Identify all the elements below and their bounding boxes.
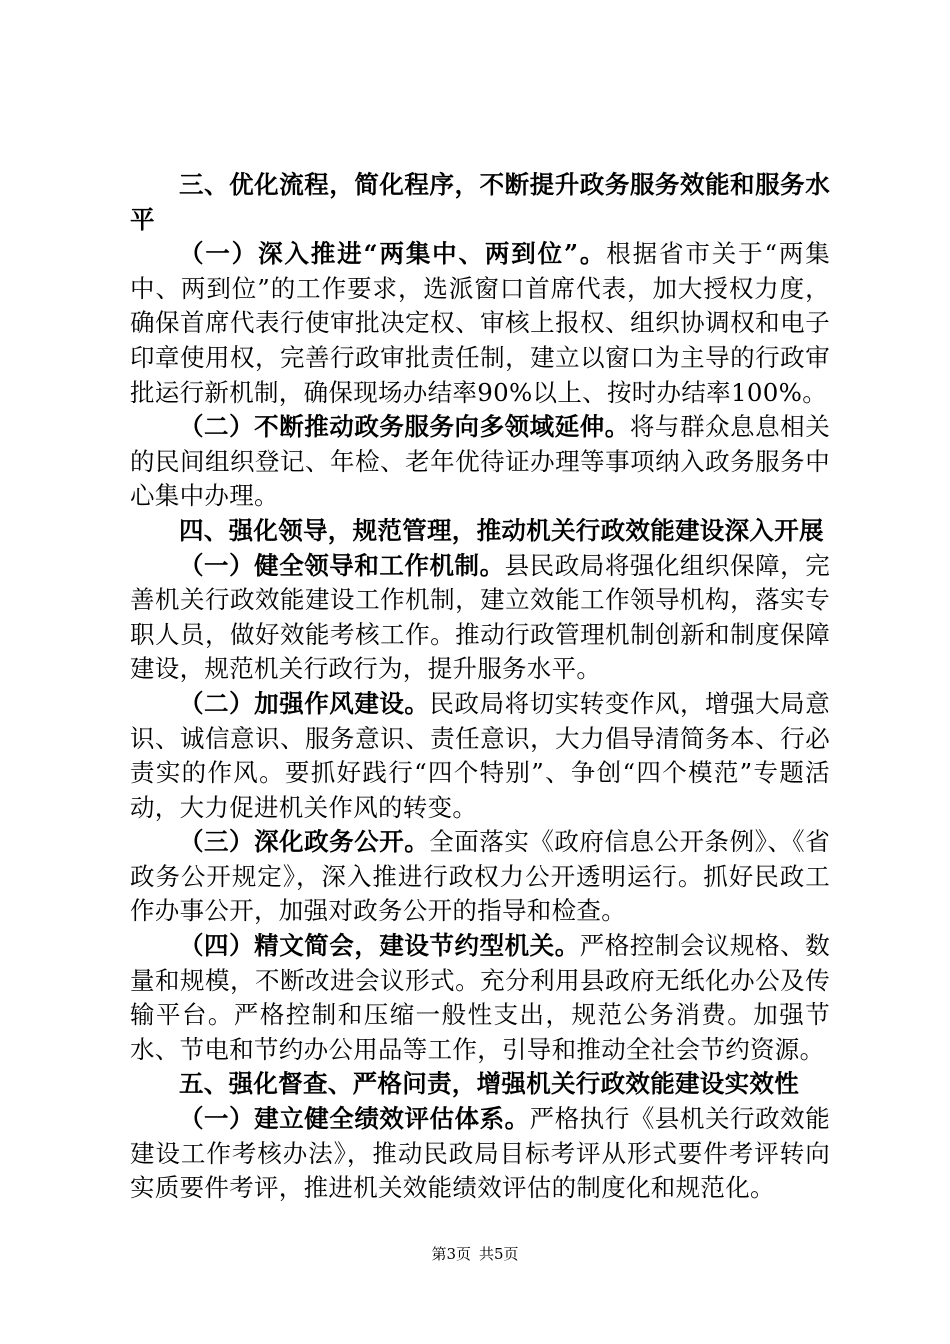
- page-footer: [0, 1243, 950, 1264]
- document-body: [130, 168, 830, 1206]
- paragraph: [130, 929, 830, 1067]
- paragraph-lead: （四）精文简会，建设节约型机关。: [179, 931, 580, 961]
- paragraph: [130, 1102, 830, 1206]
- paragraph-lead: （一）建立健全绩效评估体系。: [179, 1104, 530, 1134]
- paragraph: [130, 825, 830, 929]
- paragraph: [130, 549, 830, 687]
- paragraph-lead: （一）深入推进“两集中、两到位”。: [179, 239, 607, 269]
- page-total: 共5页: [479, 1245, 519, 1263]
- paragraph-text: 民政局将切实转变作风，增强大局意识、诚信意识、服务意识、责任意识，大力倡导清简务本、行必责实的作风。要抓好践行“四个特别”、争创“四个模范”专题活动，大力促进机关作风的转变。: [130, 688, 830, 822]
- paragraph-text: 严格控制会议规格、数量和规模，不断改进会议形式。充分利用县政府无纸化办公及传输平台。严格控制和压缩一般性支出，规范公务消费。加强节水、节电和节约办公用品等工作，引导和推动全社会节约资源。: [130, 931, 830, 1064]
- paragraph-lead: （一）健全领导和工作机制。: [179, 550, 505, 580]
- paragraph-text: 严格执行《县机关行政效能建设工作考核办法》，推动民政局目标考评从形式要件考评转向实质要件考评，推进机关效能绩效评估的制度化和规范化。: [130, 1104, 830, 1203]
- page-number: 第3页: [431, 1245, 471, 1263]
- section-heading: 四、强化领导，规范管理，推动机关行政效能建设深入开展: [179, 515, 824, 545]
- section-heading: 五、强化督查、严格问责，增强机关行政效能建设实效性: [179, 1069, 799, 1099]
- paragraph-text: 根据省市关于“两集中、两到位”的工作要求，选派窗口首席代表，加大授权力度，确保首席代表行使审批决定权、审核上报权、组织协调权和电子印章使用权，完善行政审批责任制，建立以窗口为主导的行政审批运行新机制，确保现场办结率90%以上、按时办结率100%。: [130, 239, 830, 407]
- paragraph-lead: （二）不断推动政务服务向多领域延伸。: [179, 412, 630, 442]
- paragraph: [130, 687, 830, 825]
- paragraph-text: 将与群众息息相关的民间组织登记、年检、老年优待证办理等事项纳入政务服务中心集中办理。: [130, 412, 830, 511]
- paragraph: [130, 237, 830, 410]
- paragraph-text: 全面落实《政府信息公开条例》、《省政务公开规定》，深入推进行政权力公开透明运行。抓好民政工作办事公开，加强对政务公开的指导和检查。: [130, 827, 830, 926]
- section-heading: 三、优化流程，简化程序，不断提升政务服务效能和服务水平: [130, 170, 830, 234]
- paragraph-lead: （三）深化政务公开。: [179, 827, 430, 857]
- paragraph-lead: （二）加强作风建设。: [179, 688, 430, 718]
- paragraph: [130, 410, 830, 514]
- paragraph-text: 县民政局将强化组织保障，完善机关行政效能建设工作机制，建立效能工作领导机构，落实专职人员，做好效能考核工作。推动行政管理机制创新和制度保障建设，规范机关行政行为，提升服务水平。: [130, 550, 830, 684]
